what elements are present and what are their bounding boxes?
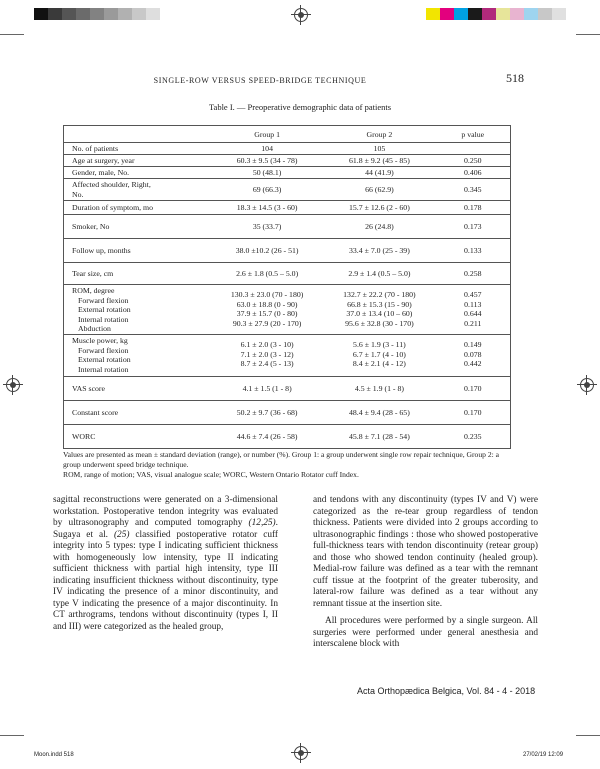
cell-text: Internal rotation <box>78 314 129 324</box>
table-footnotes <box>63 450 503 480</box>
group2-cell <box>323 179 435 201</box>
group2-cell <box>323 201 435 215</box>
column-header <box>64 126 211 143</box>
cell-text: 7.1 ± 2.0 (3 - 12) <box>240 349 294 359</box>
color-swatch <box>496 8 510 20</box>
cell-text: 0.235 <box>464 431 482 441</box>
color-swatch <box>104 8 118 20</box>
cell-text: Constant score <box>72 407 119 417</box>
row-label <box>64 425 211 449</box>
cell-text: 2.6 ± 1.8 (0.5 – 5.0) <box>236 268 299 278</box>
cell-text: 38.0 ±10.2 (26 - 51) <box>235 245 299 255</box>
p-value-cell <box>436 201 511 215</box>
color-swatch <box>62 8 76 20</box>
cell-text: Duration of symptom, mo <box>72 202 153 212</box>
cell-text: 69 (66.3) <box>252 184 282 194</box>
cell-text: Follow up, months <box>72 245 131 255</box>
color-swatch <box>454 8 468 20</box>
cell-text: 95.6 ± 32.8 (30 - 170) <box>345 318 414 328</box>
cell-text: 0.149 <box>464 340 482 349</box>
cell-text: 26 (24.8) <box>365 221 394 231</box>
p-value-cell <box>436 285 511 335</box>
cell-text: External rotation <box>78 305 131 315</box>
cell-text: No. <box>72 189 84 199</box>
cell-text: 5.6 ± 1.9 (3 - 11) <box>353 340 406 349</box>
cell-text: 60.3 ± 9.5 (34 - 78) <box>236 155 298 165</box>
grayscale-color-bar <box>34 8 160 20</box>
cell-text: 4.1 ± 1.5 (1 - 8) <box>242 383 292 393</box>
demographics-table <box>63 125 511 449</box>
cell-text: 35 (33.7) <box>252 221 282 231</box>
crop-mark <box>0 735 24 736</box>
cell-text: 37.0 ± 13.4 (10 – 60) <box>346 309 413 319</box>
group1-cell <box>211 167 323 179</box>
cell-text: 0.258 <box>464 268 482 278</box>
cell-text: 33.4 ± 7.0 (25 - 39) <box>349 245 410 255</box>
cell-text: 90.3 ± 27.9 (20 - 170) <box>232 318 302 328</box>
p-value-cell <box>436 425 511 449</box>
cell-text: 4.5 ± 1.9 (1 - 8) <box>354 383 404 393</box>
cell-text: No. of patients <box>72 143 119 153</box>
table-row <box>64 215 511 239</box>
registration-mark-right <box>580 378 594 392</box>
p-value-cell <box>436 155 511 167</box>
group2-cell <box>323 143 435 155</box>
cell-text: 105 <box>373 143 386 153</box>
cell-text: 0.173 <box>464 221 482 231</box>
cell-text: 6.7 ± 1.7 (4 - 10) <box>352 349 406 359</box>
cell-text: 132.7 ± 22.2 (70 - 180) <box>343 290 416 299</box>
group1-cell <box>211 377 323 401</box>
cell-text: 0.442 <box>464 359 482 369</box>
cell-text: 44.6 ± 7.4 (26 - 58) <box>236 431 298 441</box>
cell-text: 50.2 ± 9.7 (36 - 68) <box>236 407 298 417</box>
cell-text: 45.8 ± 7.1 (28 - 54) <box>349 431 410 441</box>
cell-text: Smoker, No <box>72 221 110 231</box>
group2-cell <box>323 155 435 167</box>
cell-text: 0.113 <box>464 299 482 309</box>
print-slug-date: 27/02/19 12:09 <box>523 752 564 758</box>
group2-cell <box>323 239 435 263</box>
citation: (25) <box>113 529 130 540</box>
paragraph: and tendons with any discontinuity (types IV and V) were categorized as the re-tear group regardless of tendon thickness. Patients were divided into 2 groups according to ultrasonographic findings : those who showed postoperative full-thickness tears with tendon discontinuity (retear group) and those who showed tendon continuity (healed group). Medial-row failure was defined as a tear with the remnant cuff tissue at the footprint of the greater tuberosity, and lateral-row failure was defined as a tear without any remnant tissue at the insertion site. <box>313 495 538 609</box>
column-header: p value <box>436 126 511 143</box>
row-label <box>64 239 211 263</box>
group1-cell <box>211 335 323 377</box>
color-swatch <box>76 8 90 20</box>
group2-cell <box>323 167 435 179</box>
group1-cell <box>211 239 323 263</box>
p-value-cell <box>436 401 511 425</box>
group2-cell <box>323 425 435 449</box>
cell-text: 50 (48.1) <box>252 167 282 177</box>
paragraph: sagittal reconstructions were generated on a 3-dimensional workstation. Postoperative tendon integrity was evaluated by ultrasonography and computed tomography (12,25). Sugaya et al. (25) classified postoperative rotator cuff integrity into 5 types: type I indicating sufficient thickness with homogeneously low intensity, type II indicating sufficient thickness with partial high intensity, type III indicating insufficient thickness without discontinuity, type IV indicating the presence of a minor discontinuity, and type V indicating the presence of a major discontinuity. In CT arthrograms, tendons without discontinuity (types I, II and III) were categorized as the healed group, <box>53 495 278 632</box>
table-header-row <box>64 126 511 143</box>
cell-text: Muscle power, kg <box>72 336 128 345</box>
color-swatch <box>90 8 104 20</box>
table-row <box>64 335 511 377</box>
color-swatch <box>426 8 440 20</box>
group1-cell <box>211 263 323 285</box>
cell-text: 0.644 <box>464 309 482 319</box>
cell-text: 0.211 <box>464 318 482 328</box>
color-swatch <box>118 8 132 20</box>
color-swatch <box>482 8 496 20</box>
cell-text: External rotation <box>78 355 131 365</box>
cell-text: Tear size, cm <box>72 268 114 278</box>
citation: (12,25) <box>248 518 276 528</box>
group1-cell <box>211 179 323 201</box>
cell-text: VAS score <box>72 383 105 393</box>
row-label <box>64 155 211 167</box>
color-swatch <box>146 8 160 20</box>
cell-text: 48.4 ± 9.4 (28 - 65) <box>349 407 410 417</box>
table-row <box>64 263 511 285</box>
cell-text: Forward flexion <box>78 295 129 305</box>
table-row <box>64 179 511 201</box>
color-swatch <box>552 8 566 20</box>
cell-text: 44 (41.9) <box>365 167 394 177</box>
row-label <box>64 215 211 239</box>
row-label <box>64 201 211 215</box>
color-swatch <box>34 8 48 20</box>
table-row <box>64 425 511 449</box>
registration-mark-top <box>294 8 308 22</box>
color-swatch <box>468 8 482 20</box>
cell-text: WORC <box>72 431 96 441</box>
cell-text: Internal rotation <box>78 364 129 374</box>
row-label <box>64 143 211 155</box>
registration-mark-left <box>6 378 20 392</box>
table-row <box>64 377 511 401</box>
row-label <box>64 335 211 377</box>
group2-cell <box>323 285 435 335</box>
registration-mark-bottom <box>294 746 308 760</box>
table-row <box>64 143 511 155</box>
cell-text: 8.7 ± 2.4 (5 - 13) <box>240 359 294 369</box>
table-row <box>64 201 511 215</box>
row-label <box>64 377 211 401</box>
p-value-cell <box>436 263 511 285</box>
row-label <box>64 179 211 201</box>
cell-text: 61.8 ± 9.2 (45 - 85) <box>349 155 410 165</box>
cell-text: 0.078 <box>464 349 482 359</box>
page-number: 518 <box>506 71 524 85</box>
row-label <box>64 285 211 335</box>
p-value-cell <box>436 215 511 239</box>
cell-text: 0.457 <box>464 290 482 299</box>
cell-text: 15.7 ± 12.6 (2 - 60) <box>349 202 410 212</box>
group1-cell <box>211 155 323 167</box>
cell-text: Affected shoulder, Right, <box>72 179 151 189</box>
body-column-left <box>53 495 278 639</box>
color-swatch <box>440 8 454 20</box>
crop-mark <box>576 34 600 35</box>
column-header: Group 1 <box>211 126 323 143</box>
table-row <box>64 401 511 425</box>
p-value-cell <box>436 179 511 201</box>
row-label <box>64 263 211 285</box>
group1-cell <box>211 215 323 239</box>
cell-text: 2.9 ± 1.4 (0.5 – 5.0) <box>348 268 411 278</box>
color-swatch <box>48 8 62 20</box>
table-row <box>64 167 511 179</box>
print-slug-file: Moon.indd 518 <box>34 752 74 758</box>
row-label <box>64 401 211 425</box>
crop-mark <box>0 34 24 35</box>
cell-text: Gender, male, No. <box>72 167 130 177</box>
cell-text: 8.4 ± 2.1 (4 - 12) <box>352 359 406 369</box>
p-value-cell <box>436 335 511 377</box>
table-row <box>64 155 511 167</box>
group1-cell <box>211 401 323 425</box>
cell-text: ROM, degree <box>72 286 115 295</box>
cell-text: 0.178 <box>464 202 482 212</box>
running-head: SINGLE-ROW VERSUS SPEED-BRIDGE TECHNIQUE <box>153 76 367 85</box>
cell-text: 63.0 ± 18.8 (0 - 90) <box>236 299 298 309</box>
cell-text: Abduction <box>78 324 111 334</box>
cell-text: 0.250 <box>464 155 482 165</box>
color-swatch <box>538 8 552 20</box>
cell-text: 18.3 ± 14.5 (3 - 60) <box>236 202 298 212</box>
cell-text: 0.133 <box>464 245 482 255</box>
cell-text: 130.3 ± 23.0 (70 - 180) <box>230 290 304 299</box>
cell-text: 104 <box>261 143 273 153</box>
color-swatch <box>132 8 146 20</box>
group1-cell <box>211 201 323 215</box>
column-header: Group 2 <box>323 126 435 143</box>
cell-text: 0.170 <box>464 383 482 393</box>
cell-text: Forward flexion <box>78 345 129 355</box>
body-column-right <box>313 495 538 657</box>
table-footnote: ROM, range of motion; VAS, visual analogue scale; WORC, Western Ontario Rotator cuff Index. <box>63 470 359 479</box>
cell-text: 0.406 <box>464 167 482 177</box>
p-value-cell <box>436 167 511 179</box>
table-caption: Table I. — Preoperative demographic data of patients <box>208 102 392 112</box>
p-value-cell <box>436 377 511 401</box>
p-value-cell <box>436 239 511 263</box>
crop-mark <box>576 735 600 736</box>
group2-cell <box>323 335 435 377</box>
group2-cell <box>323 401 435 425</box>
cell-text: 6.1 ± 2.0 (3 - 10) <box>240 340 294 349</box>
table-row <box>64 239 511 263</box>
cell-text: 66.8 ± 15.3 (15 - 90) <box>347 299 412 309</box>
group2-cell <box>323 215 435 239</box>
cell-text: Age at surgery, year <box>72 155 135 165</box>
cell-text: 66 (62.9) <box>365 184 394 194</box>
process-color-bar <box>426 8 566 20</box>
table-row <box>64 285 511 335</box>
group1-cell <box>211 285 323 335</box>
row-label <box>64 167 211 179</box>
color-swatch <box>510 8 524 20</box>
cell-text: 0.170 <box>464 407 482 417</box>
group1-cell <box>211 425 323 449</box>
group2-cell <box>323 263 435 285</box>
p-value-cell <box>436 143 511 155</box>
cell-text: 0.345 <box>464 184 482 194</box>
group2-cell <box>323 377 435 401</box>
journal-footer: Acta Orthopædica Belgica, Vol. 84 - 4 - 2018 <box>357 686 536 696</box>
table-footnote: Values are presented as mean ± standard deviation (range), or number (%). Group 1: a group underwent single row repair technique, Group 2: a group underwent speed bridge technique. <box>63 450 500 469</box>
color-swatch <box>524 8 538 20</box>
group1-cell <box>211 143 323 155</box>
paragraph: All procedures were performed by a single surgeon. All surgeries were performed under general anesthesia and interscalene block with <box>313 616 538 649</box>
cell-text: 37.9 ± 15.7 (0 - 80) <box>236 309 298 319</box>
